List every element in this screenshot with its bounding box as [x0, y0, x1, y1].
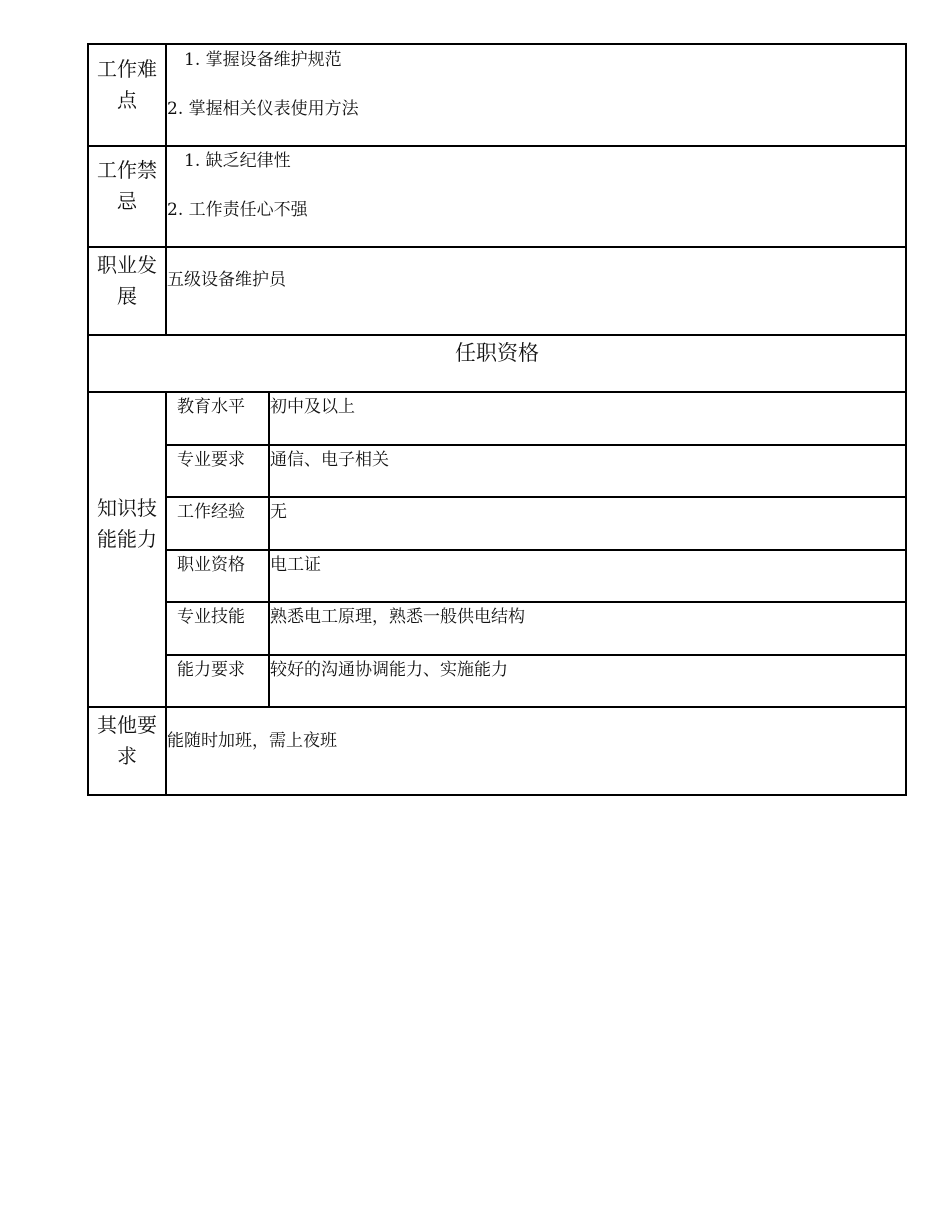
taboo-item-1: 1. 缺乏纪律性 — [184, 151, 291, 171]
skills-value-ability: 较好的沟通协调能力、实施能力 — [270, 660, 508, 680]
skills-label-major: 专业要求 — [177, 450, 245, 470]
other-value: 能随时加班，需上夜班 — [167, 731, 337, 751]
skills-value-experience: 无 — [270, 502, 287, 522]
career-value: 五级设备维护员 — [167, 270, 286, 290]
other-header: 其他要求 — [97, 713, 157, 768]
taboo-header: 工作禁忌 — [97, 158, 157, 213]
skills-value-education: 初中及以上 — [270, 397, 355, 417]
difficulty-header: 工作难点 — [97, 57, 157, 112]
skills-label-certificate: 职业资格 — [177, 555, 245, 575]
skills-label-ability: 能力要求 — [177, 660, 245, 680]
skills-label-expertise: 专业技能 — [177, 607, 245, 627]
skills-value-certificate: 电工证 — [270, 555, 321, 575]
difficulty-item-1: 1. 掌握设备维护规范 — [184, 50, 342, 70]
skills-value-expertise: 熟悉电工原理，熟悉一般供电结构 — [270, 607, 525, 627]
skills-label-education: 教育水平 — [177, 397, 245, 417]
skills-value-major: 通信、电子相关 — [270, 450, 389, 470]
difficulty-item-2: 2. 掌握相关仪表使用方法 — [167, 99, 359, 119]
career-header: 职业发展 — [97, 253, 157, 308]
taboo-item-2: 2. 工作责任心不强 — [167, 200, 308, 220]
skills-header: 知识技能能力 — [97, 496, 157, 551]
qualification-title: 任职资格 — [455, 341, 539, 365]
skills-label-experience: 工作经验 — [177, 502, 245, 522]
